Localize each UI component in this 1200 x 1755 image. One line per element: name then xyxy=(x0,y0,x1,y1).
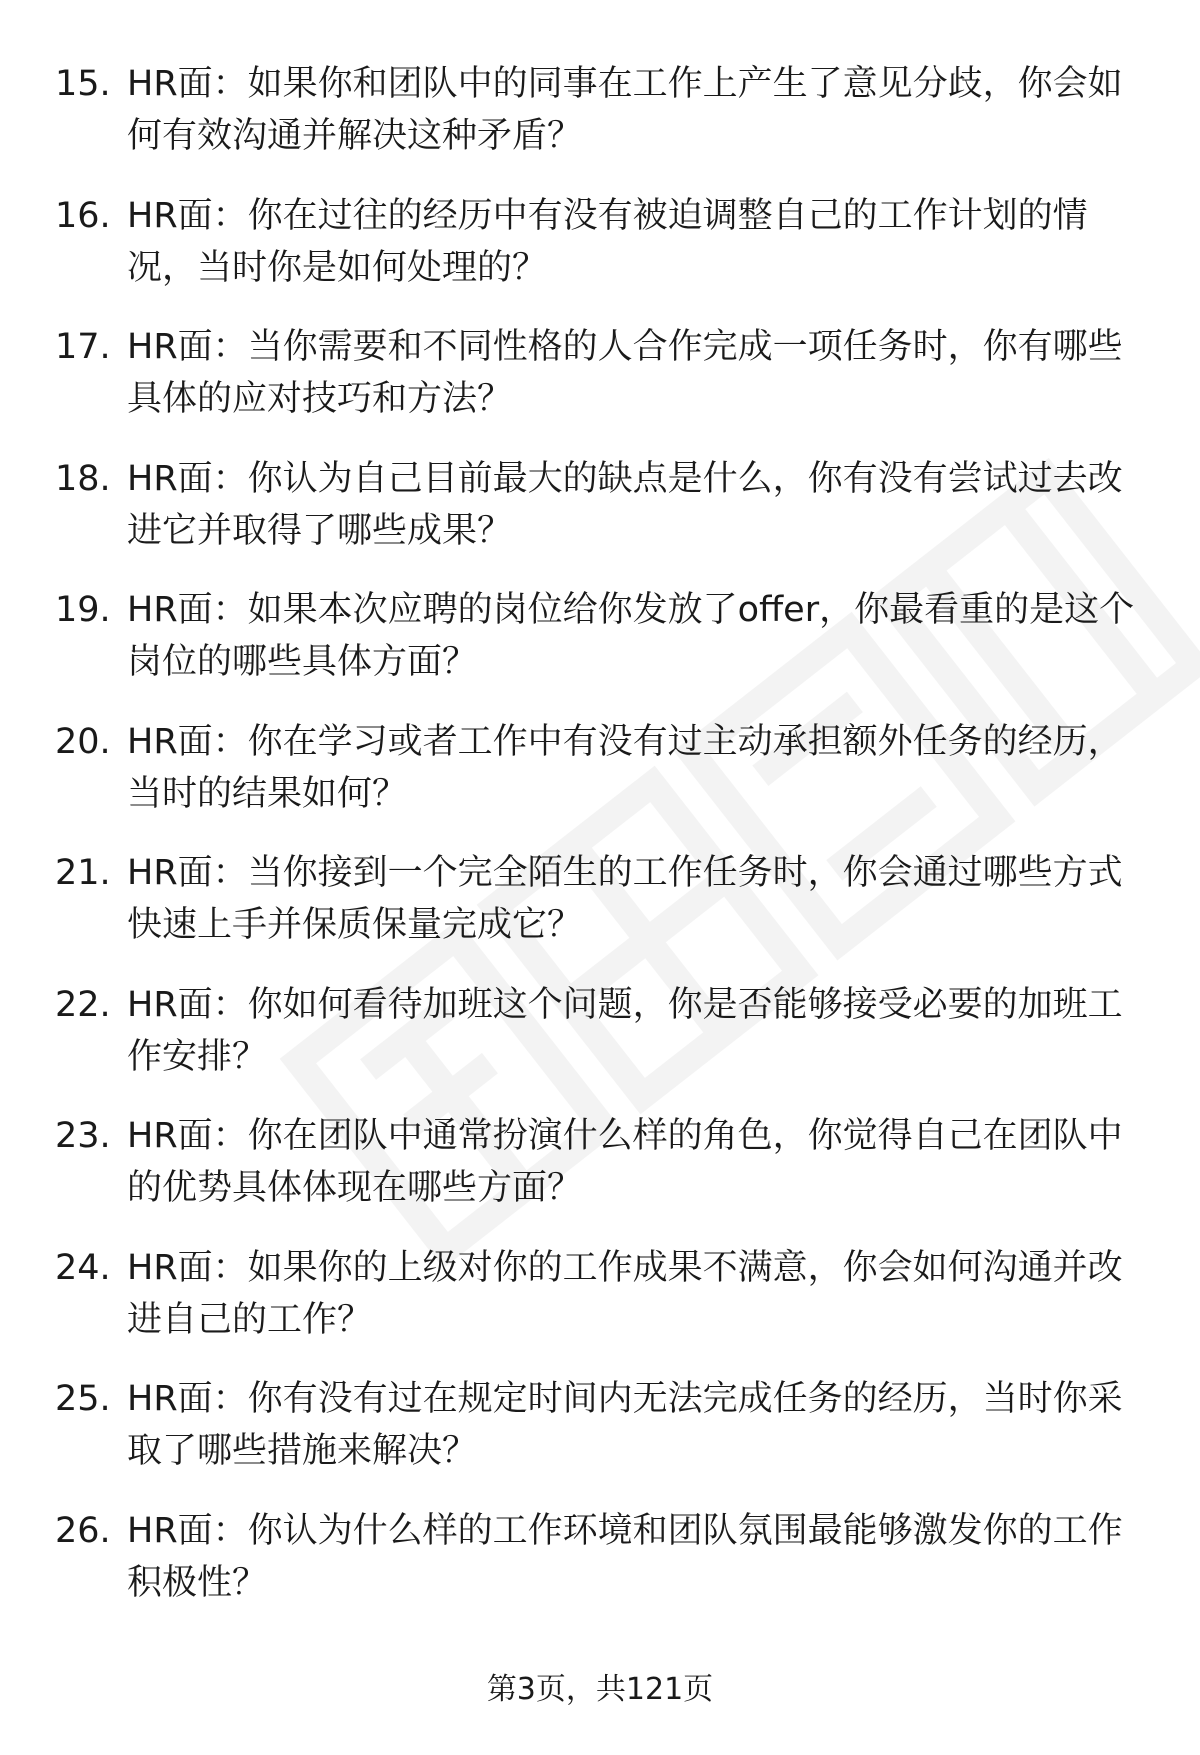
question-number: 22. xyxy=(55,984,111,1025)
question-text: HR面：你在学习或者工作中有没有过主动承担额外任务的经历，当时的结果如何？ xyxy=(127,721,1123,814)
question-item-17 xyxy=(55,321,1155,453)
question-text: HR面：当你接到一个完全陌生的工作任务时，你会通过哪些方式快速上手并保质保量完成它？ xyxy=(127,853,1123,945)
question-text: HR面：你认为什么样的工作环境和团队氛围最能够激发你的工作积极性？ xyxy=(127,1510,1123,1603)
question-number: 20. xyxy=(55,721,111,762)
question-number: 24. xyxy=(55,1247,111,1288)
question-item-16 xyxy=(55,190,1155,322)
question-item-23 xyxy=(55,1110,1155,1242)
question-text: HR面：你在团队中通常扮演什么样的角色，你觉得自己在团队中的优势具体体现在哪些方面？ xyxy=(127,1116,1123,1208)
question-list xyxy=(55,58,1155,1636)
question-item-24 xyxy=(55,1242,1155,1374)
question-number: 15. xyxy=(55,64,111,104)
question-item-20 xyxy=(55,716,1155,848)
question-item-25 xyxy=(55,1373,1155,1505)
question-item-15 xyxy=(55,58,1155,190)
question-item-18 xyxy=(55,453,1155,585)
question-item-22 xyxy=(55,979,1155,1111)
question-item-26 xyxy=(55,1505,1155,1637)
question-text: HR面：你在过往的经历中有没有被迫调整自己的工作计划的情况，当时你是如何处理的？ xyxy=(127,195,1088,288)
question-number: 17. xyxy=(55,327,111,367)
question-number: 23. xyxy=(55,1116,111,1156)
question-text: HR面：如果你的上级对你的工作成果不满意，你会如何沟通并改进自己的工作？ xyxy=(127,1247,1123,1340)
question-text: HR面：你认为自己目前最大的缺点是什么，你有没有尝试过去改进它并取得了哪些成果？ xyxy=(127,458,1123,551)
question-number: 21. xyxy=(55,853,111,893)
question-text: HR面：如果你和团队中的同事在工作上产生了意见分歧，你会如何有效沟通并解决这种矛盾？ xyxy=(127,64,1123,156)
question-number: 18. xyxy=(55,458,111,499)
question-text: HR面：如果本次应聘的岗位给你发放了offer，你最看重的是这个岗位的哪些具体方面？ xyxy=(127,590,1135,682)
question-text: HR面：你如何看待加班这个问题，你是否能够接受必要的加班工作安排？ xyxy=(127,984,1123,1077)
question-text: HR面：你有没有过在规定时间内无法完成任务的经历，当时你采取了哪些措施来解决？ xyxy=(127,1379,1123,1471)
page-footer: 第3页，共121页 xyxy=(486,1672,714,1707)
question-number: 19. xyxy=(55,590,111,630)
question-item-21 xyxy=(55,847,1155,979)
question-number: 26. xyxy=(55,1510,111,1551)
question-number: 16. xyxy=(55,195,111,236)
question-number: 25. xyxy=(55,1379,111,1419)
question-text: HR面：当你需要和不同性格的人合作完成一项任务时，你有哪些具体的应对技巧和方法？ xyxy=(127,327,1123,419)
question-item-19 xyxy=(55,584,1155,716)
